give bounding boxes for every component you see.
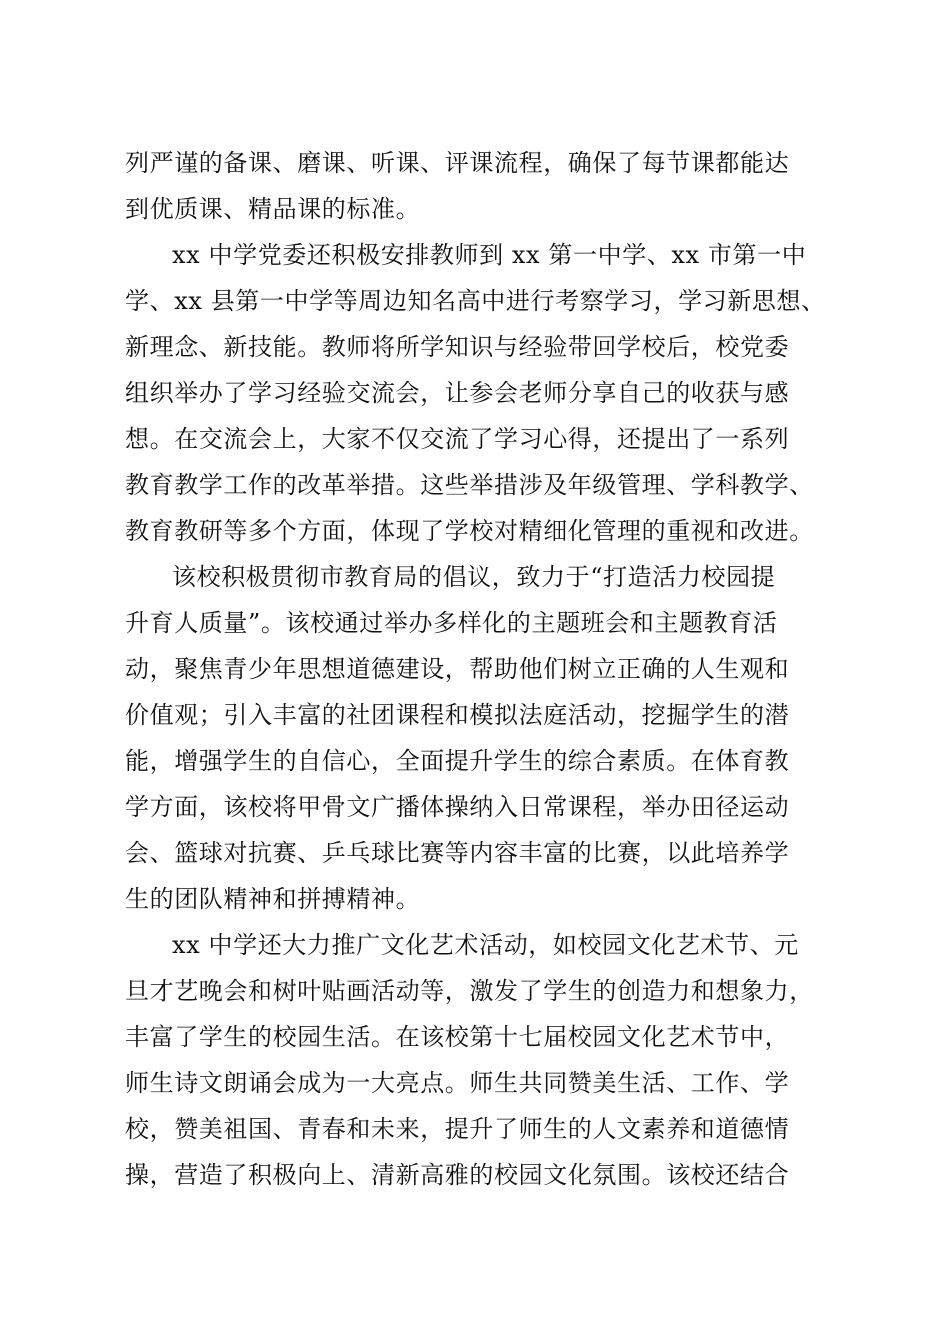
paragraph-culture-arts — [125, 922, 835, 1198]
document-body — [125, 140, 835, 1198]
text-line: 升育人质量”。该校通过举办多样化的主题班会和主题教育活 — [125, 609, 778, 637]
text-line: 价值观；引入丰富的社团课程和模拟法庭活动，挖掘学生的潜 — [125, 701, 790, 729]
text-line: 旦才艺晚会和树叶贴画活动等，激发了学生的创造力和想象力， — [125, 977, 814, 1005]
paragraph-continuation — [125, 140, 835, 232]
text-line: 该校积极贯彻市教育局的倡议，致力于“打造活力校园提 — [172, 563, 776, 591]
paragraph-vibrant-campus — [125, 554, 835, 922]
text-line: 生的团队精神和拼搏精神。 — [125, 885, 421, 913]
text-line: 组织举办了学习经验交流会，让参会老师分享自己的收获与感 — [125, 379, 790, 407]
text-line: 到优质课、精品课的标准。 — [125, 195, 421, 223]
text-line: 丰富了学生的校园生活。在该校第十七届校园文化艺术节中， — [125, 1023, 790, 1051]
text-line: 能，增强学生的自信心，全面提升学生的综合素质。在体育教 — [125, 747, 790, 775]
text-line: 想。在交流会上，大家不仅交流了学习心得，还提出了一系列 — [125, 425, 790, 453]
text-line: 学方面，该校将甲骨文广播体操纳入日常课程，举办田径运动 — [125, 793, 790, 821]
text-line: 教育教研等多个方面，体现了学校对精细化管理的重视和改进。 — [125, 517, 814, 545]
text-line: 新理念、新技能。教师将所学知识与经验带回学校后，校党委 — [125, 333, 790, 361]
text-line: xx 中学还大力推广文化艺术活动，如校园文化艺术节、元 — [172, 931, 799, 959]
text-line: 校，赞美祖国、青春和未来，提升了师生的人文素养和道德情 — [125, 1115, 790, 1143]
text-line: 动，聚焦青少年思想道德建设，帮助他们树立正确的人生观和 — [125, 655, 790, 683]
text-line: 操，营造了积极向上、清新高雅的校园文化氛围。该校还结合 — [125, 1161, 790, 1189]
paragraph-teacher-study — [125, 232, 835, 554]
text-line: 会、篮球对抗赛、乒乓球比赛等内容丰富的比赛，以此培养学 — [125, 839, 790, 867]
text-line: 教育教学工作的改革举措。这些举措涉及年级管理、学科教学、 — [125, 471, 814, 499]
text-line: 列严谨的备课、磨课、听课、评课流程，确保了每节课都能达 — [125, 149, 790, 177]
text-line: 师生诗文朗诵会成为一大亮点。师生共同赞美生活、工作、学 — [125, 1069, 790, 1097]
text-line: 学、xx 县第一中学等周边知名高中进行考察学习，学习新思想、 — [125, 287, 826, 315]
text-line: xx 中学党委还积极安排教师到 xx 第一中学、xx 市第一中 — [172, 241, 807, 269]
